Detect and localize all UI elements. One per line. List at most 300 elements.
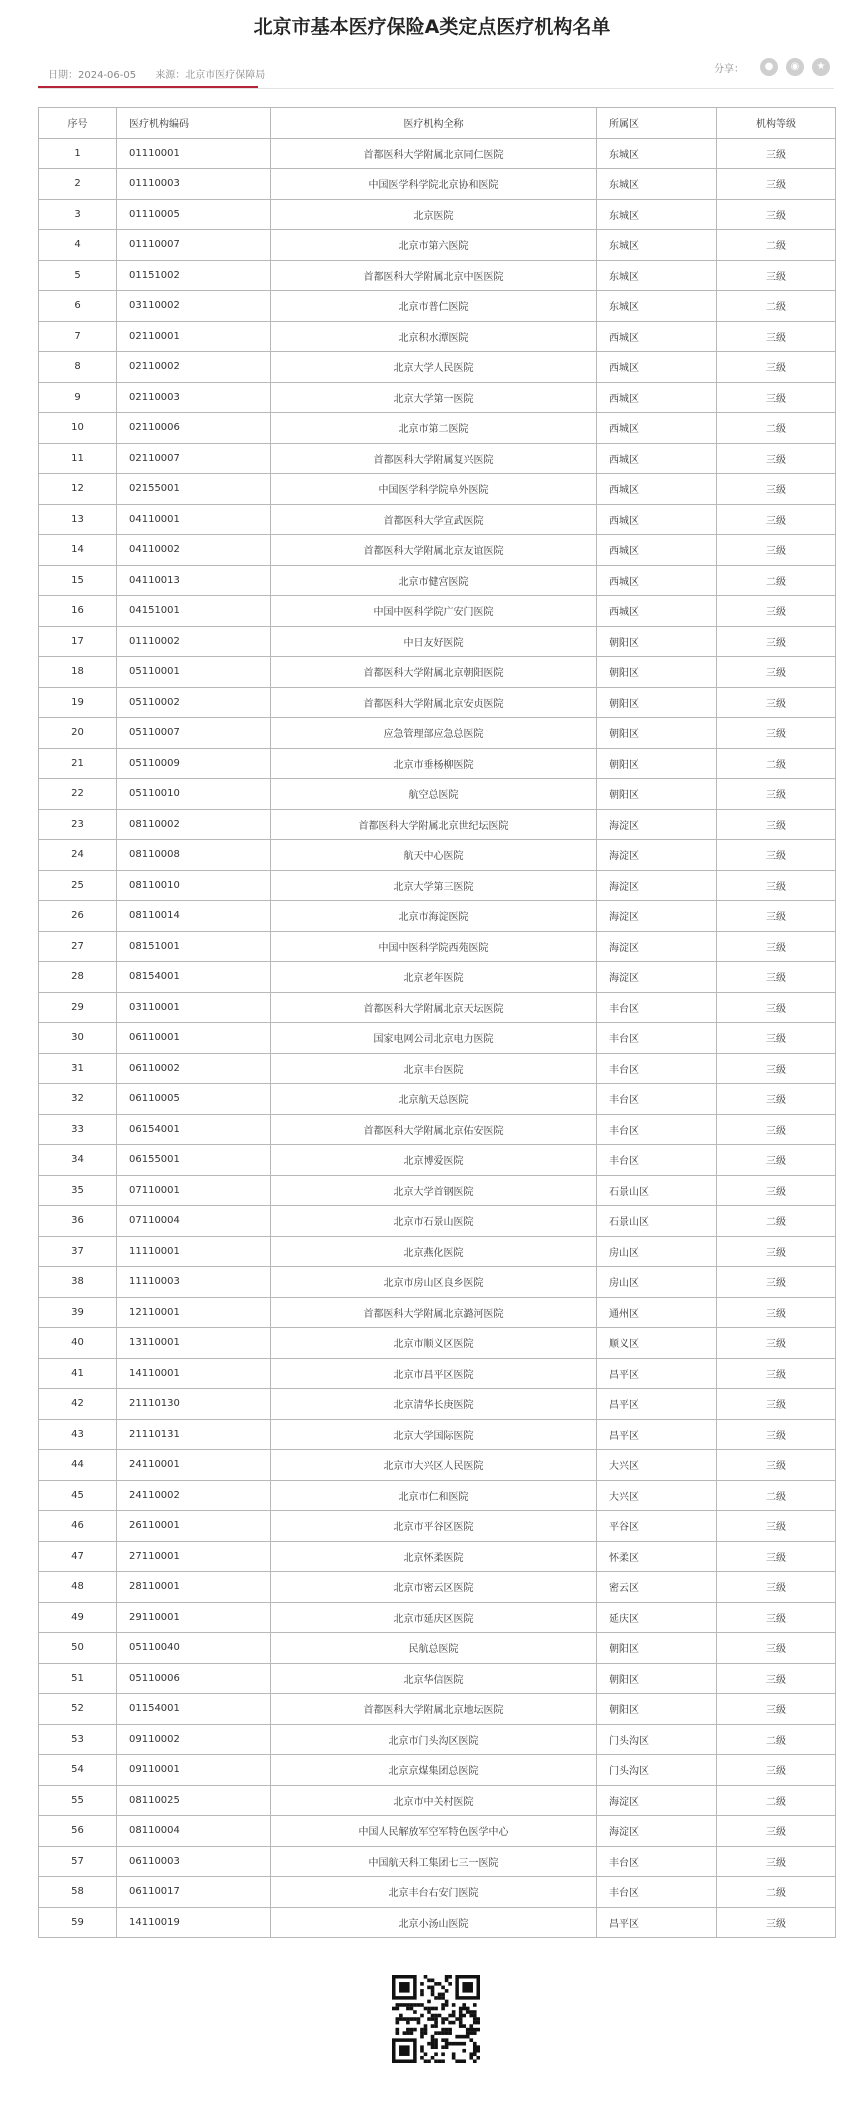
table-row: [39, 1114, 836, 1145]
row-index: 5: [39, 260, 117, 291]
row-index: 39: [39, 1297, 117, 1328]
org-name: 北京市门头沟区医院: [271, 1724, 597, 1755]
org-level: 三级: [717, 1816, 836, 1847]
row-index: 38: [39, 1267, 117, 1298]
org-name: 北京市中关村医院: [271, 1785, 597, 1816]
district: 西城区: [597, 382, 717, 413]
org-level: 三级: [717, 443, 836, 474]
org-name: 北京医院: [271, 199, 597, 230]
org-name: 中国医学科学院北京协和医院: [271, 169, 597, 200]
source: 来源：北京市医疗保障局: [155, 70, 266, 81]
meta-divider: [38, 88, 834, 89]
org-name: 国家电网公司北京电力医院: [271, 1023, 597, 1054]
org-level: 二级: [717, 1480, 836, 1511]
org-name: 北京市垂杨柳医院: [271, 748, 597, 779]
org-code: 08110014: [117, 901, 271, 932]
district: 海淀区: [597, 931, 717, 962]
table-row: [39, 1816, 836, 1847]
row-index: 27: [39, 931, 117, 962]
org-name: 中国医学科学院阜外医院: [271, 474, 597, 505]
org-name: 首都医科大学附属北京潞河医院: [271, 1297, 597, 1328]
org-name: 中国中医科学院西苑医院: [271, 931, 597, 962]
district: 西城区: [597, 565, 717, 596]
row-index: 18: [39, 657, 117, 688]
district: 海淀区: [597, 1816, 717, 1847]
org-level: 三级: [717, 1114, 836, 1145]
org-code: 24110002: [117, 1480, 271, 1511]
row-index: 30: [39, 1023, 117, 1054]
org-level: 二级: [717, 1206, 836, 1237]
org-code: 21110130: [117, 1389, 271, 1420]
org-code: 09110002: [117, 1724, 271, 1755]
table-row: [39, 840, 836, 871]
district: 朝阳区: [597, 626, 717, 657]
org-code: 02155001: [117, 474, 271, 505]
table-row: [39, 260, 836, 291]
district: 西城区: [597, 321, 717, 352]
org-level: 三级: [717, 535, 836, 566]
org-code: 02110003: [117, 382, 271, 413]
header-index: 序号: [39, 108, 117, 139]
table-row: [39, 1785, 836, 1816]
publish-date: 日期：2024-06-05: [48, 70, 137, 81]
district: 东城区: [597, 199, 717, 230]
org-level: 三级: [717, 1511, 836, 1542]
row-index: 51: [39, 1663, 117, 1694]
district: 朝阳区: [597, 657, 717, 688]
district: 密云区: [597, 1572, 717, 1603]
org-name: 北京小汤山医院: [271, 1907, 597, 1938]
row-index: 33: [39, 1114, 117, 1145]
org-code: 06110002: [117, 1053, 271, 1084]
district: 丰台区: [597, 1023, 717, 1054]
org-code: 05110010: [117, 779, 271, 810]
org-level: 三级: [717, 718, 836, 749]
org-name: 北京丰台医院: [271, 1053, 597, 1084]
district: 西城区: [597, 474, 717, 505]
org-code: 08151001: [117, 931, 271, 962]
district: 石景山区: [597, 1175, 717, 1206]
district: 海淀区: [597, 870, 717, 901]
org-name: 北京市海淀医院: [271, 901, 597, 932]
org-name: 首都医科大学附属北京天坛医院: [271, 992, 597, 1023]
row-index: 2: [39, 169, 117, 200]
district: 西城区: [597, 413, 717, 444]
row-index: 48: [39, 1572, 117, 1603]
row-index: 25: [39, 870, 117, 901]
org-level: 三级: [717, 1145, 836, 1176]
row-index: 52: [39, 1694, 117, 1725]
row-index: 36: [39, 1206, 117, 1237]
district: 房山区: [597, 1236, 717, 1267]
org-name: 北京丰台右安门医院: [271, 1877, 597, 1908]
org-level: 三级: [717, 382, 836, 413]
row-index: 21: [39, 748, 117, 779]
table-row: [39, 1663, 836, 1694]
org-name: 北京市延庆区医院: [271, 1602, 597, 1633]
district: 昌平区: [597, 1419, 717, 1450]
org-code: 04110013: [117, 565, 271, 596]
org-name: 首都医科大学附属北京安贞医院: [271, 687, 597, 718]
org-level: 三级: [717, 199, 836, 230]
org-level: 三级: [717, 1328, 836, 1359]
share-label: 分享：: [714, 63, 744, 75]
org-level: 三级: [717, 1633, 836, 1664]
org-code: 06154001: [117, 1114, 271, 1145]
district: 海淀区: [597, 1785, 717, 1816]
org-level: 三级: [717, 1602, 836, 1633]
org-code: 14110001: [117, 1358, 271, 1389]
district: 通州区: [597, 1297, 717, 1328]
org-level: 三级: [717, 779, 836, 810]
org-code: 02110007: [117, 443, 271, 474]
org-name: 北京市房山区良乡医院: [271, 1267, 597, 1298]
table-row: [39, 626, 836, 657]
org-name: 北京大学国际医院: [271, 1419, 597, 1450]
org-name: 北京燕化医院: [271, 1236, 597, 1267]
org-name: 北京积水潭医院: [271, 321, 597, 352]
district: 门头沟区: [597, 1755, 717, 1786]
table-row: [39, 1541, 836, 1572]
org-code: 24110001: [117, 1450, 271, 1481]
table-row: [39, 565, 836, 596]
row-index: 49: [39, 1602, 117, 1633]
row-index: 44: [39, 1450, 117, 1481]
org-level: 三级: [717, 1419, 836, 1450]
org-code: 28110001: [117, 1572, 271, 1603]
org-name: 民航总医院: [271, 1633, 597, 1664]
wechat-icon[interactable]: ●: [760, 58, 778, 76]
header-name: 医疗机构全称: [271, 108, 597, 139]
org-name: 北京大学第一医院: [271, 382, 597, 413]
org-name: 首都医科大学附属北京同仁医院: [271, 138, 597, 169]
org-code: 11110003: [117, 1267, 271, 1298]
org-level: 二级: [717, 1785, 836, 1816]
table-row: [39, 1297, 836, 1328]
org-level: 三级: [717, 1450, 836, 1481]
district: 朝阳区: [597, 1633, 717, 1664]
org-code: 05110009: [117, 748, 271, 779]
table-row: [39, 413, 836, 444]
org-code: 01110003: [117, 169, 271, 200]
district: 顺义区: [597, 1328, 717, 1359]
row-index: 31: [39, 1053, 117, 1084]
district: 延庆区: [597, 1602, 717, 1633]
org-level: 三级: [717, 1175, 836, 1206]
row-index: 53: [39, 1724, 117, 1755]
district: 朝阳区: [597, 1663, 717, 1694]
org-name: 中国中医科学院广安门医院: [271, 596, 597, 627]
row-index: 59: [39, 1907, 117, 1938]
table-row: [39, 1480, 836, 1511]
org-name: 北京市健宫医院: [271, 565, 597, 596]
org-name: 北京市普仁医院: [271, 291, 597, 322]
org-level: 二级: [717, 1877, 836, 1908]
org-level: 三级: [717, 1236, 836, 1267]
table-row: [39, 230, 836, 261]
row-index: 45: [39, 1480, 117, 1511]
district: 丰台区: [597, 1846, 717, 1877]
org-code: 08154001: [117, 962, 271, 993]
table-header-row: [39, 108, 836, 139]
table-row: [39, 1907, 836, 1938]
table-row: [39, 1419, 836, 1450]
row-index: 23: [39, 809, 117, 840]
org-code: 27110001: [117, 1541, 271, 1572]
table-row: [39, 1572, 836, 1603]
org-code: 02110001: [117, 321, 271, 352]
weibo-icon[interactable]: ◉: [786, 58, 804, 76]
org-code: 05110007: [117, 718, 271, 749]
hospital-table: [38, 107, 836, 1938]
org-code: 01110005: [117, 199, 271, 230]
org-code: 08110008: [117, 840, 271, 871]
org-level: 二级: [717, 291, 836, 322]
row-index: 13: [39, 504, 117, 535]
org-name: 应急管理部应急总医院: [271, 718, 597, 749]
org-level: 三级: [717, 870, 836, 901]
org-level: 三级: [717, 1907, 836, 1938]
org-level: 三级: [717, 992, 836, 1023]
district: 海淀区: [597, 809, 717, 840]
table-row: [39, 169, 836, 200]
row-index: 7: [39, 321, 117, 352]
row-index: 28: [39, 962, 117, 993]
row-index: 11: [39, 443, 117, 474]
table-row: [39, 1053, 836, 1084]
row-index: 37: [39, 1236, 117, 1267]
org-code: 04110002: [117, 535, 271, 566]
org-level: 三级: [717, 1541, 836, 1572]
table-row: [39, 535, 836, 566]
table-row: [39, 1602, 836, 1633]
row-index: 50: [39, 1633, 117, 1664]
row-index: 41: [39, 1358, 117, 1389]
row-index: 6: [39, 291, 117, 322]
org-level: 三级: [717, 901, 836, 932]
org-name: 航空总医院: [271, 779, 597, 810]
org-level: 三级: [717, 1053, 836, 1084]
table-row: [39, 596, 836, 627]
table-row: [39, 443, 836, 474]
org-level: 二级: [717, 413, 836, 444]
org-code: 05110040: [117, 1633, 271, 1664]
row-index: 8: [39, 352, 117, 383]
org-name: 北京大学首钢医院: [271, 1175, 597, 1206]
org-name: 中国人民解放军空军特色医学中心: [271, 1816, 597, 1847]
district: 昌平区: [597, 1389, 717, 1420]
org-code: 08110004: [117, 1816, 271, 1847]
org-code: 06155001: [117, 1145, 271, 1176]
org-level: 三级: [717, 169, 836, 200]
org-code: 04110001: [117, 504, 271, 535]
table-row: [39, 138, 836, 169]
org-level: 三级: [717, 1084, 836, 1115]
district: 昌平区: [597, 1907, 717, 1938]
org-code: 09110001: [117, 1755, 271, 1786]
org-level: 三级: [717, 962, 836, 993]
org-code: 07110004: [117, 1206, 271, 1237]
org-level: 二级: [717, 748, 836, 779]
table-row: [39, 1633, 836, 1664]
org-name: 北京市石景山医院: [271, 1206, 597, 1237]
org-level: 二级: [717, 565, 836, 596]
org-level: 三级: [717, 809, 836, 840]
table-row: [39, 1206, 836, 1237]
district: 大兴区: [597, 1480, 717, 1511]
header-level: 机构等级: [717, 108, 836, 139]
table-row: [39, 1450, 836, 1481]
district: 西城区: [597, 535, 717, 566]
org-code: 02110002: [117, 352, 271, 383]
org-code: 08110025: [117, 1785, 271, 1816]
org-name: 北京航天总医院: [271, 1084, 597, 1115]
org-name: 北京市密云区医院: [271, 1572, 597, 1603]
org-name: 北京市平谷区医院: [271, 1511, 597, 1542]
org-code: 08110010: [117, 870, 271, 901]
district: 西城区: [597, 596, 717, 627]
district: 朝阳区: [597, 1694, 717, 1725]
org-name: 北京市仁和医院: [271, 1480, 597, 1511]
district: 海淀区: [597, 962, 717, 993]
org-level: 三级: [717, 1572, 836, 1603]
org-level: 三级: [717, 840, 836, 871]
org-level: 三级: [717, 931, 836, 962]
org-code: 08110002: [117, 809, 271, 840]
row-index: 9: [39, 382, 117, 413]
row-index: 54: [39, 1755, 117, 1786]
district: 东城区: [597, 169, 717, 200]
org-name: 北京京煤集团总医院: [271, 1755, 597, 1786]
org-code: 06110005: [117, 1084, 271, 1115]
row-index: 15: [39, 565, 117, 596]
row-index: 35: [39, 1175, 117, 1206]
org-name: 北京老年医院: [271, 962, 597, 993]
org-level: 三级: [717, 504, 836, 535]
district: 海淀区: [597, 840, 717, 871]
row-index: 58: [39, 1877, 117, 1908]
row-index: 14: [39, 535, 117, 566]
table-row: [39, 1511, 836, 1542]
district: 丰台区: [597, 1114, 717, 1145]
header-district: 所属区: [597, 108, 717, 139]
district: 东城区: [597, 260, 717, 291]
district: 朝阳区: [597, 687, 717, 718]
district: 丰台区: [597, 1877, 717, 1908]
org-level: 三级: [717, 1023, 836, 1054]
district: 东城区: [597, 291, 717, 322]
row-index: 16: [39, 596, 117, 627]
district: 朝阳区: [597, 718, 717, 749]
district: 丰台区: [597, 1053, 717, 1084]
org-code: 21110131: [117, 1419, 271, 1450]
row-index: 34: [39, 1145, 117, 1176]
district: 朝阳区: [597, 748, 717, 779]
table-row: [39, 718, 836, 749]
table-row: [39, 474, 836, 505]
org-level: 三级: [717, 657, 836, 688]
page-title: 北京市基本医疗保险A类定点医疗机构名单: [253, 16, 611, 38]
row-index: 46: [39, 1511, 117, 1542]
district: 丰台区: [597, 1084, 717, 1115]
org-code: 03110001: [117, 992, 271, 1023]
table-row: [39, 1755, 836, 1786]
org-name: 航天中心医院: [271, 840, 597, 871]
district: 丰台区: [597, 992, 717, 1023]
table-row: [39, 382, 836, 413]
district: 丰台区: [597, 1145, 717, 1176]
org-level: 三级: [717, 138, 836, 169]
org-level: 三级: [717, 321, 836, 352]
table-row: [39, 1389, 836, 1420]
district: 房山区: [597, 1267, 717, 1298]
org-level: 三级: [717, 626, 836, 657]
org-level: 三级: [717, 1663, 836, 1694]
district: 平谷区: [597, 1511, 717, 1542]
district: 昌平区: [597, 1358, 717, 1389]
org-level: 三级: [717, 596, 836, 627]
row-index: 26: [39, 901, 117, 932]
favorite-icon[interactable]: ★: [812, 58, 830, 76]
org-code: 01151002: [117, 260, 271, 291]
org-name: 中日友好医院: [271, 626, 597, 657]
row-index: 42: [39, 1389, 117, 1420]
org-code: 01110002: [117, 626, 271, 657]
org-name: 首都医科大学附属北京中医医院: [271, 260, 597, 291]
table-row: [39, 687, 836, 718]
table-row: [39, 1694, 836, 1725]
row-index: 12: [39, 474, 117, 505]
org-level: 三级: [717, 352, 836, 383]
table-row: [39, 1328, 836, 1359]
org-code: 29110001: [117, 1602, 271, 1633]
org-level: 二级: [717, 230, 836, 261]
org-code: 05110001: [117, 657, 271, 688]
org-name: 北京怀柔医院: [271, 1541, 597, 1572]
row-index: 24: [39, 840, 117, 871]
org-name: 北京市第二医院: [271, 413, 597, 444]
table-row: [39, 291, 836, 322]
org-name: 北京市昌平区医院: [271, 1358, 597, 1389]
table-row: [39, 504, 836, 535]
table-row: [39, 352, 836, 383]
table-row: [39, 1877, 836, 1908]
org-code: 11110001: [117, 1236, 271, 1267]
org-level: 三级: [717, 1389, 836, 1420]
org-code: 01154001: [117, 1694, 271, 1725]
table-row: [39, 779, 836, 810]
row-index: 3: [39, 199, 117, 230]
row-index: 43: [39, 1419, 117, 1450]
row-index: 57: [39, 1846, 117, 1877]
table-row: [39, 901, 836, 932]
row-index: 22: [39, 779, 117, 810]
org-name: 首都医科大学附属北京佑安医院: [271, 1114, 597, 1145]
header-code: 医疗机构编码: [117, 108, 271, 139]
district: 大兴区: [597, 1450, 717, 1481]
row-index: 17: [39, 626, 117, 657]
table-body: [39, 138, 836, 1938]
org-name: 首都医科大学附属北京朝阳医院: [271, 657, 597, 688]
org-name: 北京大学人民医院: [271, 352, 597, 383]
row-index: 19: [39, 687, 117, 718]
table-row: [39, 931, 836, 962]
org-code: 04151001: [117, 596, 271, 627]
org-name: 北京市大兴区人民医院: [271, 1450, 597, 1481]
table-row: [39, 1023, 836, 1054]
row-index: 10: [39, 413, 117, 444]
org-level: 三级: [717, 1846, 836, 1877]
